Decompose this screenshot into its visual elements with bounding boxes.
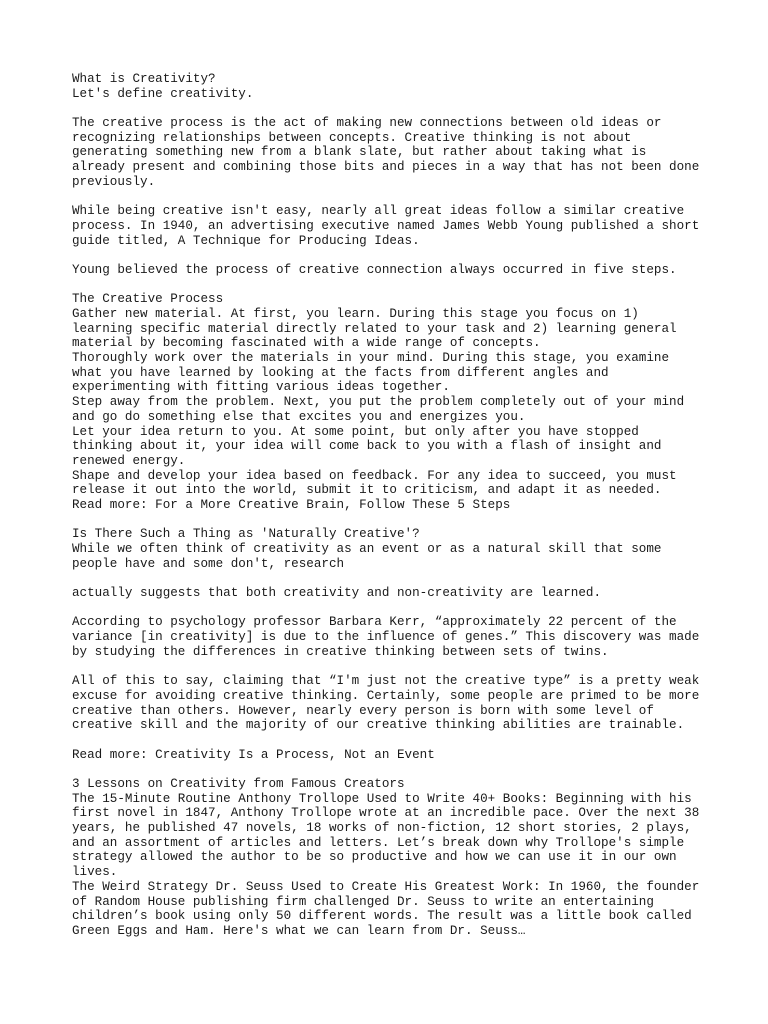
text-line: Read more: Creativity Is a Process, Not an Event — [72, 747, 435, 762]
text-line: and go do something else that excites you and energizes you. — [72, 409, 526, 424]
text-line: All of this to say, claiming that “I'm just not the creative type” is a pretty weak — [72, 674, 700, 689]
text-line: excuse for avoiding creative thinking. Certainly, some people are primed to be more — [72, 688, 700, 703]
text-line: While being creative isn't easy, nearly all great ideas follow a similar creative — [72, 204, 685, 219]
text-line: What is Creativity? — [72, 72, 216, 86]
text-line: The creative process is the act of making new connections between old ideas or — [72, 116, 662, 131]
text-line: recognizing relationships between concepts. Creative thinking is not about — [72, 130, 632, 145]
text-line: material by becoming fascinated with a wide range of concepts. — [72, 336, 541, 351]
paragraph — [72, 292, 712, 512]
text-line: people have and some don't, research — [72, 556, 345, 571]
text-line: guide titled, A Technique for Producing Ideas. — [72, 233, 420, 248]
text-line: 3 Lessons on Creativity from Famous Creators — [72, 777, 405, 791]
text-line: release it out into the world, submit it to criticism, and adapt it as needed. — [72, 483, 662, 498]
text-line: Green Eggs and Ham. Here's what we can learn from Dr. Seuss… — [72, 923, 526, 938]
text-line: Step away from the problem. Next, you put the problem completely out of your mind — [72, 395, 685, 410]
paragraph — [72, 777, 712, 939]
text-line: generating something new from a blank slate, but rather about taking what is — [72, 145, 647, 160]
text-line: variance [in creativity] is due to the influence of genes.” This discovery was made — [72, 630, 700, 645]
text-line: experimenting with fitting various ideas together. — [72, 380, 450, 395]
text-line: what you have learned by looking at the facts from different angles and — [72, 365, 609, 380]
text-line: Shape and develop your idea based on feedback. For any idea to succeed, you must — [72, 468, 677, 483]
text-line: Read more: For a More Creative Brain, Follow These 5 Steps — [72, 497, 511, 512]
text-line: thinking about it, your idea will come back to you with a flash of insight and — [72, 439, 662, 454]
text-line: previously. — [72, 174, 156, 189]
paragraph — [72, 674, 712, 733]
text-line: The Weird Strategy Dr. Seuss Used to Create His Greatest Work: In 1960, the founder — [72, 879, 700, 894]
paragraph — [72, 615, 712, 659]
text-line: Young believed the process of creative connection always occurred in five steps. — [72, 262, 677, 277]
text-line: creative skill and the majority of our creative thinking abilities are trainable. — [72, 718, 685, 733]
text-line: While we often think of creativity as an event or as a natural skill that some — [72, 542, 662, 556]
paragraph — [72, 72, 712, 101]
text-line: Thoroughly work over the materials in your mind. During this stage, you examine — [72, 351, 670, 366]
text-line: actually suggests that both creativity and non-creativity are learned. — [72, 586, 602, 601]
text-line: Let your idea return to you. At some point, but only after you have stopped — [72, 424, 639, 439]
text-line: renewed energy. — [72, 453, 186, 468]
paragraph — [72, 527, 712, 571]
text-line: by studying the differences in creative thinking between sets of twins. — [72, 644, 609, 659]
text-line: According to psychology professor Barbara Kerr, “approximately 22 percent of the — [72, 615, 677, 630]
text-line: and an assortment of articles and letters. Let’s break down why Trollope's simple — [72, 835, 685, 850]
text-line: process. In 1940, an advertising executive named James Webb Young published a short — [72, 218, 700, 233]
paragraph — [72, 204, 712, 248]
document-page — [72, 72, 712, 953]
text-line: of Random House publishing firm challenged Dr. Seuss to write an entertaining — [72, 894, 654, 909]
text-line: Let's define creativity. — [72, 86, 254, 101]
text-line: Is There Such a Thing as 'Naturally Creative'? — [72, 527, 420, 542]
text-line: The 15-Minute Routine Anthony Trollope Used to Write 40+ Books: Beginning with his — [72, 791, 692, 806]
text-line: years, he published 47 novels, 18 works of non-fiction, 12 short stories, 2 plays, — [72, 821, 692, 836]
text-line: children’s book using only 50 different words. The result was a little book called — [72, 909, 692, 924]
text-line: already present and combining those bits and pieces in a way that has not been done — [72, 160, 700, 175]
paragraph — [72, 586, 712, 601]
text-line: creative than others. However, nearly every person is born with some level of — [72, 703, 654, 718]
paragraph — [72, 263, 712, 278]
paragraph — [72, 116, 712, 189]
text-line: learning specific material directly related to your task and 2) learning general — [72, 321, 677, 336]
text-line: Gather new material. At first, you learn. During this stage you focus on 1) — [72, 307, 639, 321]
text-line: The Creative Process — [72, 292, 224, 307]
text-line: strategy allowed the author to be so productive and how we can use it in our own — [72, 850, 677, 865]
text-line: first novel in 1847, Anthony Trollope wrote at an incredible pace. Over the next 38 — [72, 806, 700, 821]
paragraph — [72, 748, 712, 763]
text-line: lives. — [72, 865, 118, 880]
